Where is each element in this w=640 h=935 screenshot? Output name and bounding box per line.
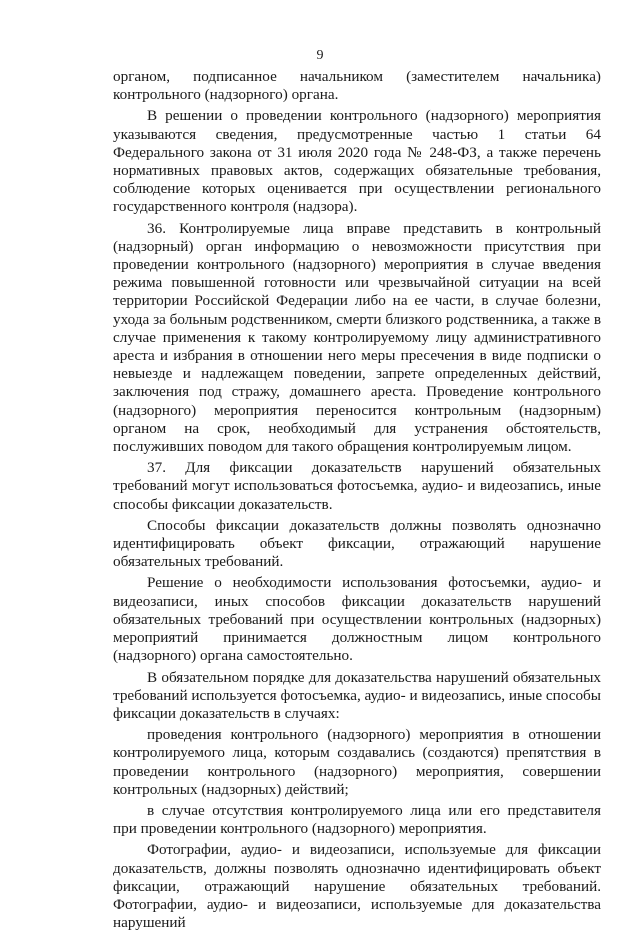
- paragraph-case-obstruction: проведения контрольного (надзорного) мероприятия в отношении контролируемого лица, которым создавались (создаются) препятствия в проведении контрольного (надзорного) мероприятия, совершении контрольных (надзорных) действий;: [113, 726, 601, 798]
- document-body: [113, 68, 601, 935]
- paragraph-photo-requirements: Фотографии, аудио- и видеозаписи, используемые для фиксации доказательств, должны позволять однозначно идентифицировать объект фиксации, отражающий нарушение обязательных требований. Фотографии, аудио- и видеозаписи, используемые для доказательства нарушений: [113, 841, 601, 932]
- paragraph-36-absence-notice: 36. Контролируемые лица вправе представить в контрольный (надзорный) орган информацию о невозможности присутствия при проведении контрольного (надзорного) мероприятия в случае введения режима повышенной готовности или чрезвычайной ситуации на всей территории Российской Федерации либо на ее части, в случае болезни, ухода за больным родственником, смерти близкого родственника, а также в случае применения к такому контролируемому лицу административного ареста и избрания в отношении него меры пресечения в виде подписки о невыезде и надлежащем поведении, запрете определенных действий, заключения под стражу, домашнего ареста. Проведение контрольного (надзорного) мероприятия переносится контрольным (надзорным) органом на срок, необходимый для устранения обстоятельств, послуживших поводом для такого обращения контролируемым лицом.: [113, 219, 601, 456]
- paragraph-37-evidence-fixation: 37. Для фиксации доказательств нарушений обязательных требований могут использоваться фотосъемка, аудио- и видеозапись, иные способы фиксации доказательств.: [113, 459, 601, 513]
- paragraph-fixation-methods: Способы фиксации доказательств должны позволять однозначно идентифицировать объект фиксации, отражающий нарушение обязательных требований.: [113, 516, 601, 571]
- paragraph-continuation: органом, подписанное начальником (заместителем начальника) контрольного (надзорного) органа.: [113, 68, 601, 104]
- page-number: 9: [316, 48, 324, 63]
- paragraph-decision-contents: В решении о проведении контрольного (надзорного) мероприятия указываются сведения, предусмотренные частью 1 статьи 64 Федерального закона от 31 июля 2020 года № 248-ФЗ, а также перечень нормативных правовых актов, содержащих обязательные требования, соблюдение которых оценивается при осуществлении регионального государственного контроля (надзора).: [113, 107, 601, 216]
- paragraph-mandatory-recording: В обязательном порядке для доказательства нарушений обязательных требований используется фотосъемка, аудио- и видеозапись, иные способы фиксации доказательств в случаях:: [113, 668, 601, 722]
- paragraph-case-absence: в случае отсутствия контролируемого лица или его представителя при проведении контрольного (надзорного) мероприятия.: [113, 801, 601, 838]
- paragraph-recording-decision: Решение о необходимости использования фотосъемки, аудио- и видеозаписи, иных способов фиксации доказательств нарушений обязательных требований при осуществлении контрольных (надзорных) мероприятий принимается должностным лицом контрольного (надзорного) органа самостоятельно.: [113, 574, 601, 665]
